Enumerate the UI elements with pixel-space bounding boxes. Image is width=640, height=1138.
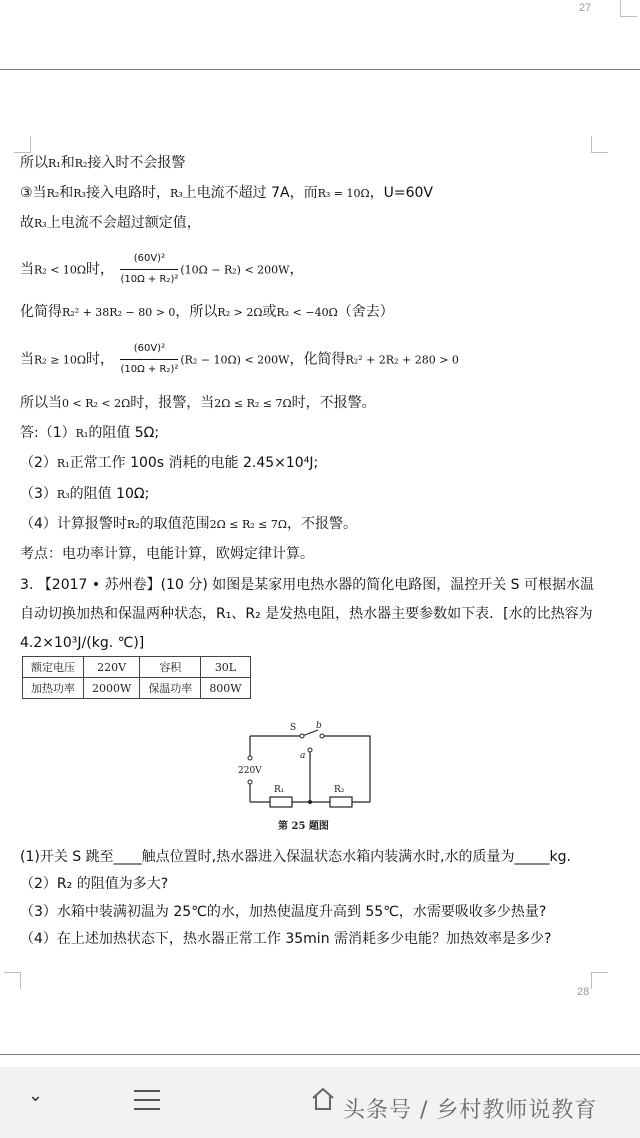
page-separator-top (0, 69, 640, 70)
home-icon[interactable] (310, 1086, 336, 1112)
page-corner-mark (620, 0, 637, 17)
table-cell: 220V (84, 657, 140, 678)
solution-line: 化简得R₂² + 38R₂ − 80 > 0，所以R₂ > 2Ω或R₂ < −40Ω（舍去） (20, 304, 394, 320)
contact-b-label: b (316, 721, 322, 731)
sub-question: （4）在上述加热状态下，热水器正常工作 35min 需消耗多少电能？加热效率是多少? (20, 931, 552, 947)
r2-label: R₂ (334, 785, 345, 795)
sub-question: (1)开关 S 跳至____触点位置时,热水器进入保温状态水箱内装满水时,水的质量为_____kg. (20, 849, 571, 865)
solution-line: 故R₃上电流不会超过额定值， (20, 215, 201, 231)
inequality-line: 当R₂ ≥ 10Ω时， $\frac{\text{(60V)²}}{\text{(10Ω + R₂)²}}$ (R₂ − 10Ω) < 200W，化简得R₂² + 2R₂ + 280 > 0 (20, 340, 459, 379)
chevron-down-icon[interactable]: ⌄ (28, 1085, 44, 1106)
question-text: 自动切换加热和保温两种状态，R₁、R₂ 是发热电阻，热水器主要参数如下表．[水的比热容为 (20, 606, 593, 622)
table-cell: 2000W (84, 678, 140, 699)
answer-line: （3）R₃的阻值 10Ω; (20, 486, 150, 502)
switch-label: S (290, 723, 297, 733)
table-cell: 800W (201, 678, 250, 699)
page-corner-mark (4, 972, 21, 989)
page-corner-mark (591, 972, 608, 989)
solution-line: ③当R₂和R₃接入电路时，R₃上电流不超过 7A，而R₃ = 10Ω，U=60V (20, 185, 434, 201)
menu-icon[interactable] (134, 1090, 160, 1110)
inequality-line: 当R₂ < 10Ω时， $\frac{\text{(60V)²}}{\text{(10Ω + R₂)²}}$ (10Ω − R₂) < 200W， (20, 250, 303, 289)
page-number-top: 27 (579, 2, 592, 14)
table-cell: 保温功率 (140, 678, 201, 699)
table-cell: 30L (201, 657, 250, 678)
fraction: $\frac{\text{(60V)²}}{\text{(10Ω + R₂)²}}$ (120, 340, 178, 379)
figure-caption: 第 25 题图 (278, 821, 329, 832)
table-cell: 容积 (140, 657, 201, 678)
circuit-diagram (230, 718, 380, 834)
answer-line: （4）计算报警时R₂的取值范围2Ω ≤ R₂ ≤ 7Ω，不报警。 (20, 516, 357, 532)
sub-question: （2）R₂ 的阻值为多大? (20, 876, 169, 892)
r1-label: R₁ (274, 785, 285, 795)
sub-question: （3）水箱中装满初温为 25℃的水，加热使温度升高到 55℃，水需要吸收多少热量? (20, 904, 547, 920)
question-text: 4.2×10³J/(kg. ℃)] (20, 635, 145, 651)
watermark-text: 头条号 / 乡村教师说教育 (343, 1098, 598, 1123)
page-separator-bottom (0, 1054, 640, 1055)
voltage-label: 220V (238, 766, 262, 776)
solution-line: 所以当0 < R₂ < 2Ω时，报警，当2Ω ≤ R₂ ≤ 7Ω时，不报警。 (20, 395, 376, 411)
answer-line: 答:（1）R₁的阻值 5Ω; (20, 425, 160, 441)
contact-a-label: a (300, 751, 306, 761)
table-cell: 额定电压 (23, 657, 84, 678)
table-cell: 加热功率 (23, 678, 84, 699)
table-row (23, 657, 251, 678)
page-corner-mark (591, 136, 608, 153)
fraction: $\frac{\text{(60V)²}}{\text{(10Ω + R₂)²}}$ (120, 250, 178, 289)
question-text: 3. 【2017 • 苏州卷】(10 分) 如图是某家用电热水器的简化电路图，温控开关 S 可根据水温 (20, 577, 595, 593)
answer-line: （2）R₁正常工作 100s 消耗的电能 2.45×10⁴J; (20, 455, 319, 471)
page-corner-mark (14, 136, 31, 153)
table-row (23, 678, 251, 699)
parameter-table (22, 656, 251, 699)
solution-line: 所以R₁和R₂接入时不会报警 (20, 155, 186, 171)
page-number-bottom: 28 (577, 986, 590, 998)
key-points: 考点：电功率计算，电能计算，欧姆定律计算。 (20, 546, 314, 562)
